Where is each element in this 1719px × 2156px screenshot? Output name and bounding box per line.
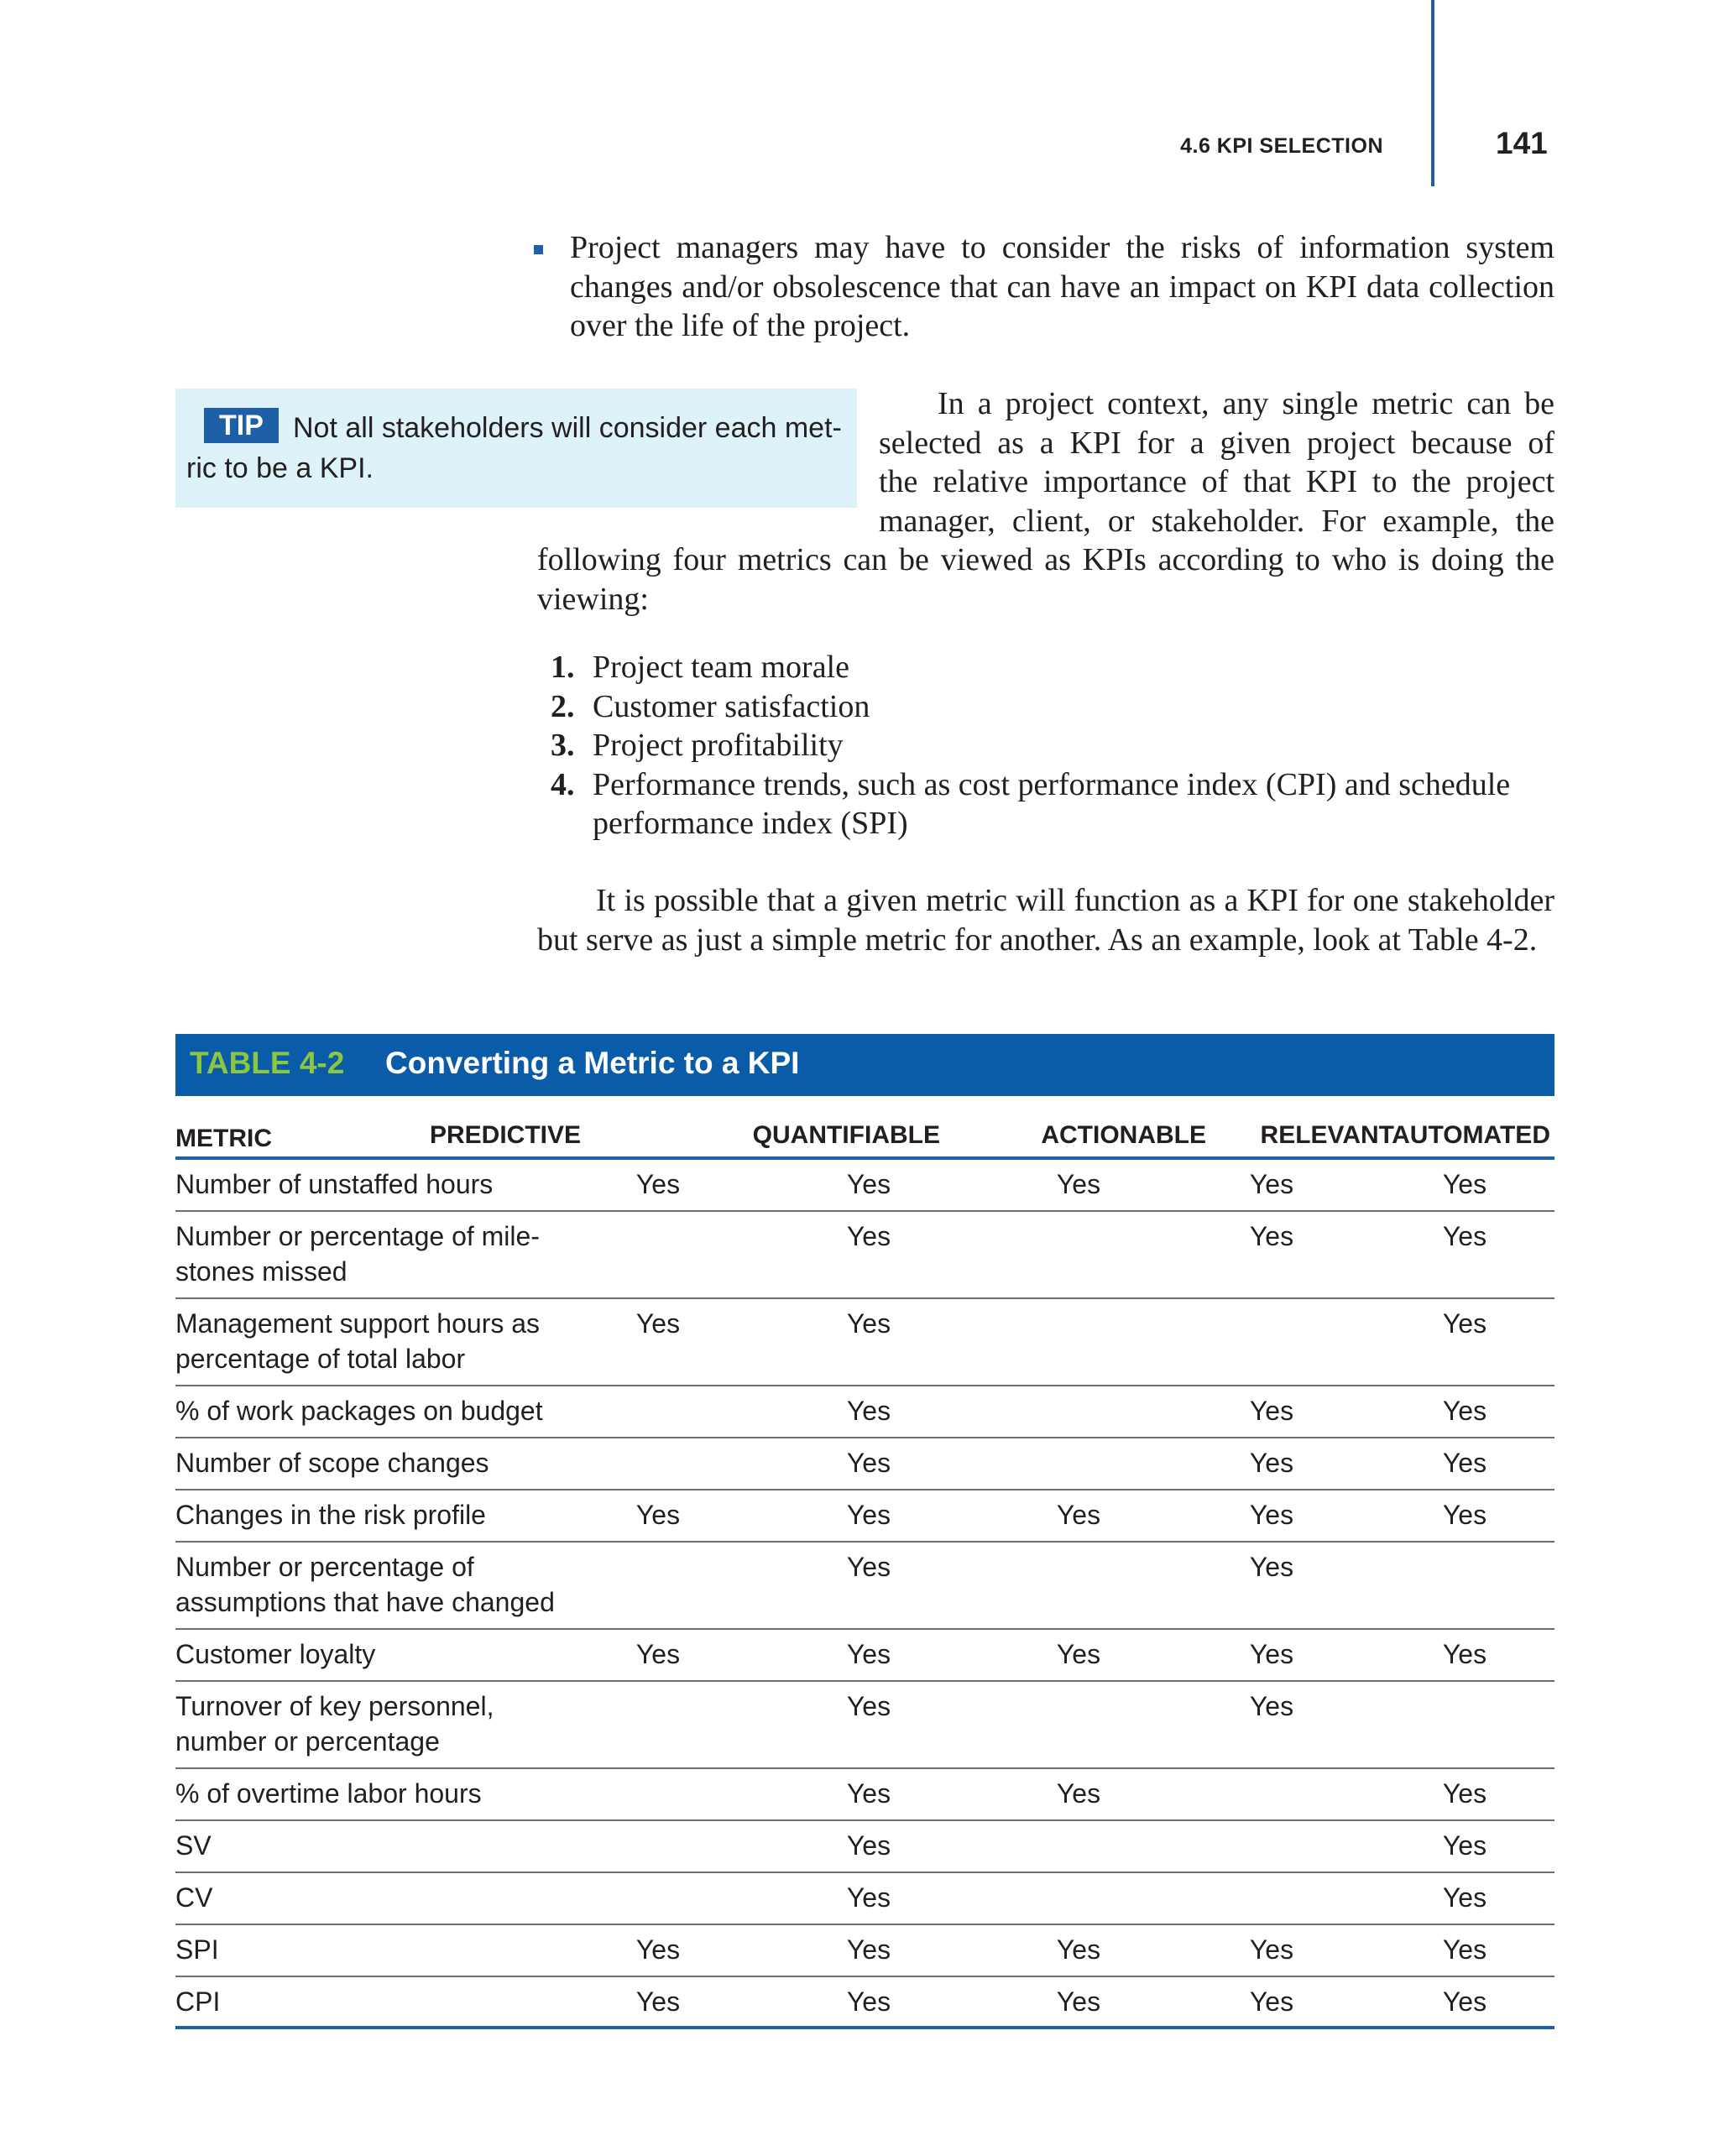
- paragraph-1-top: [879, 384, 1554, 540]
- paragraph-line: selected as a KPI for a given project because of: [879, 425, 1554, 461]
- table-title: Converting a Metric to a KPI: [385, 1046, 800, 1080]
- list-item: 4. Performance trends, such as cost performance index (CPI) and schedule performance index (SPI): [551, 766, 1511, 841]
- paragraph-2: It is possible that a given metric will function as a KPI for one stakeholder but serve as just a simple metric for another. As an example, look at Table 4-2.: [537, 883, 1554, 958]
- bullet-square-icon: [534, 245, 543, 254]
- tip-text-line-1: Not all stakeholders will consider each met-: [293, 412, 842, 444]
- table-body: [175, 1160, 1554, 2029]
- column-header-quantifiable: QUANTIFIABLE: [752, 1121, 940, 1149]
- table-row: SV Yes Yes: [175, 1821, 1554, 1873]
- column-header-predictive: PREDICTIVE: [429, 1121, 581, 1149]
- running-header-section: 4.6 KPI SELECTION: [1180, 134, 1383, 158]
- column-header-automated: AUTOMATED: [1392, 1121, 1550, 1149]
- column-header-metric: METRIC: [175, 1125, 272, 1152]
- table-row: Management support hours as percentage of total labor Yes Yes Yes: [175, 1299, 1554, 1386]
- list-item: 2. Customer satisfaction: [551, 688, 870, 724]
- paragraph-line: the relative importance of that KPI to the project: [879, 464, 1554, 499]
- column-header-relevant: RELEVANT: [1260, 1121, 1394, 1149]
- table-row: % of work packages on budget Yes Yes Yes: [175, 1386, 1554, 1438]
- column-header-actionable: ACTIONABLE: [1041, 1121, 1206, 1149]
- table-row: SPI Yes Yes Yes Yes Yes: [175, 1925, 1554, 1977]
- table-number: TABLE 4-2: [190, 1046, 345, 1080]
- list-item: 1. Project team morale: [551, 650, 849, 685]
- tip-label: TIP: [204, 408, 279, 443]
- table-row: CV Yes Yes: [175, 1873, 1554, 1925]
- table-header-row: [175, 1096, 1554, 1160]
- table-row: % of overtime labor hours Yes Yes Yes: [175, 1769, 1554, 1821]
- bullet-item: [534, 228, 1554, 346]
- bullet-text: Project managers may have to consider the risks of information system changes and/or obsolescence that can have an impact on KPI data collection over the life of the project.: [570, 230, 1554, 343]
- table-title-banner: [175, 1034, 1554, 1096]
- tip-box: [175, 389, 857, 508]
- paragraph-1-continuation: following four metrics can be viewed as KPIs according to who is doing the viewing:: [537, 542, 1554, 617]
- header-rule: [1431, 0, 1434, 186]
- table-row: Changes in the risk profile Yes Yes Yes Yes Yes: [175, 1490, 1554, 1543]
- table-row: Number or percentage of mile-stones missed Yes Yes Yes: [175, 1212, 1554, 1299]
- table-row: CPI Yes Yes Yes Yes Yes: [175, 1977, 1554, 2029]
- table-row: Number of unstaffed hours Yes Yes Yes Yes Yes: [175, 1160, 1554, 1212]
- paragraph-line: manager, client, or stakeholder. For example, the: [879, 503, 1554, 539]
- table-row: Customer loyalty Yes Yes Yes Yes Yes: [175, 1630, 1554, 1682]
- tip-text-line-2: ric to be a KPI.: [186, 452, 374, 484]
- paragraph-line: In a project context, any single metric can be: [938, 386, 1554, 421]
- table-row: Number of scope changes Yes Yes Yes: [175, 1438, 1554, 1490]
- table-row: Turnover of key personnel, number or percentage Yes Yes: [175, 1682, 1554, 1769]
- list-item: 3. Project profitability: [551, 728, 844, 763]
- page-number: 141: [1496, 126, 1548, 160]
- kpi-list: [551, 648, 1554, 843]
- table-row: Number or percentage of assumptions that have changed Yes Yes: [175, 1543, 1554, 1630]
